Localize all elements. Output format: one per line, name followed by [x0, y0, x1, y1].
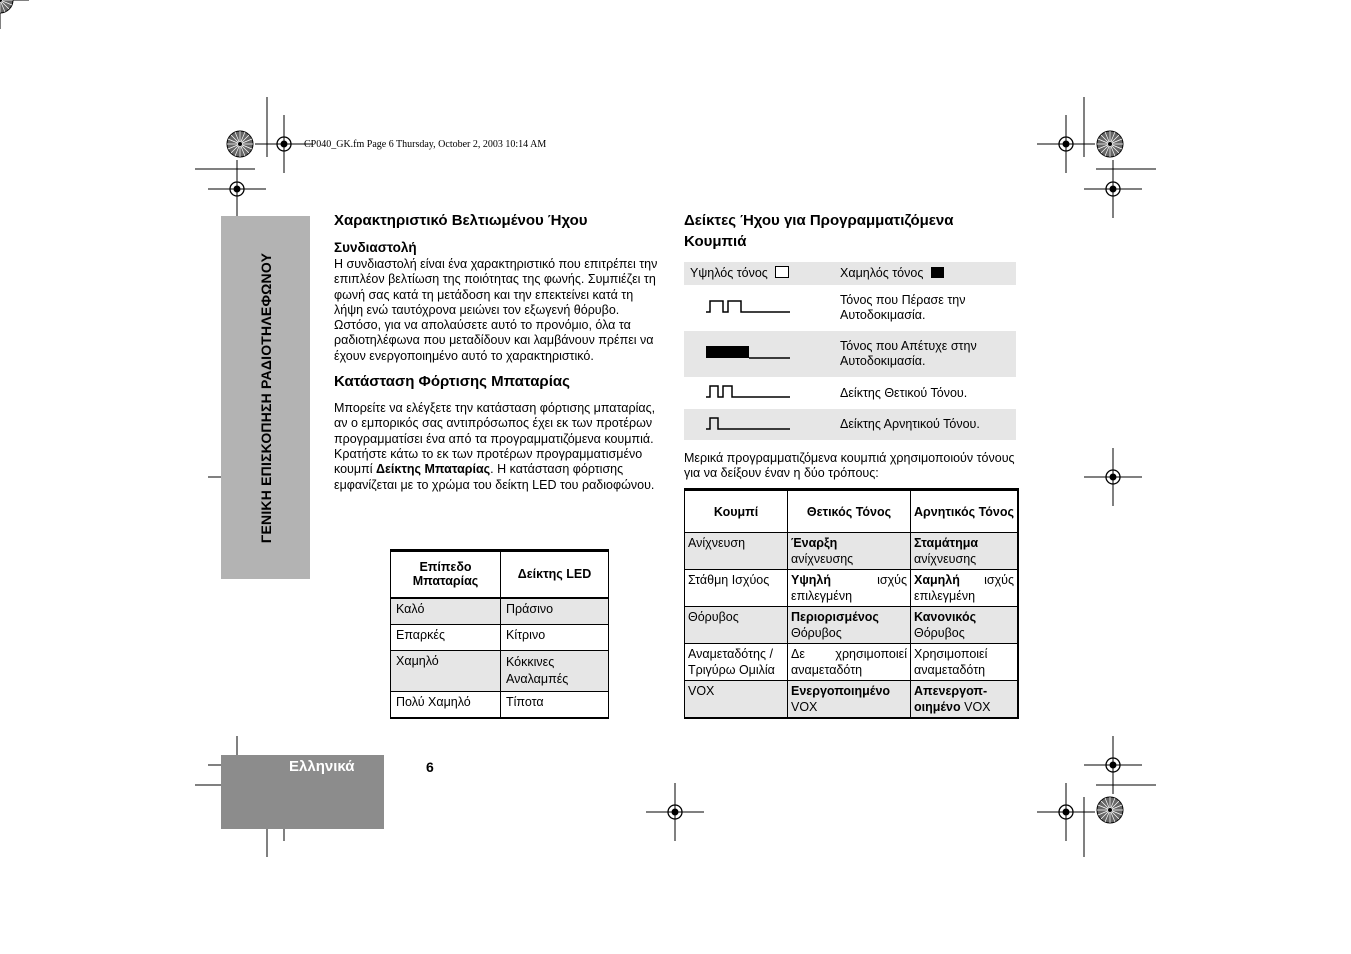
table-row: Τόνος που Πέρασε την Αυτοδοκιμασία.: [684, 285, 1016, 331]
table-row: Επαρκές Κίτρινο: [391, 624, 609, 650]
button-header: Κουμπί: [685, 490, 788, 533]
language-tab: [221, 755, 384, 829]
battery-level-header: Επίπεδο Μπαταρίας: [391, 551, 501, 598]
table-row: Δείκτης Αρνητικού Τόνου.: [684, 409, 1016, 440]
language-label: Ελληνικά: [289, 758, 355, 775]
tone-indicator-table: [684, 262, 1016, 440]
audio-indicators-title: Δείκτες Ήχου για Προγραμματιζόμενα Κουμπιά: [684, 212, 954, 250]
section-side-tab: [221, 216, 310, 579]
companding-text: Η συνδιαστολή είναι ένα χαρακτηριστικό που επιτρέπει την επιπλέον βελτίωση της ποιότητας της φωνής. Συμπιέζει τη φωνή σας κατά τη μετάδοση και την επεκτείνει κατά τη λήψη ενώ ταυτόχρονα μειώνει τον εξωγενή θόρυβο. Ωστόσο, για να απολαύσετε αυτό το προνόμιο, όλα τα ραδιοτηλέφωνα που μεταδίδουν και λαμβάνουν πρέπει να έχουν ενεργοποιημένο αυτό το χαρακτηριστικό.: [334, 257, 658, 363]
table-row: Καλό Πράσινο: [391, 598, 609, 625]
file-info-header: CP040_GK.fm Page 6 Thursday, October 2, 2003 10:14 AM: [304, 139, 547, 150]
negative-tone-header: Αρνητικός Τόνος: [911, 490, 1019, 533]
table-row: Δείκτης Θετικού Τόνου.: [684, 377, 1016, 409]
table-row: Ανίχνευση Έναρξη ανίχνευσης Σταμάτημα ανίχνευσης: [685, 533, 1019, 570]
table-row: Αναμεταδότης /Τριγύρω Ομιλία Δε χρησιμοποιεί αναμεταδότη Χρησιμοποιεί αναμεταδότη: [685, 644, 1019, 681]
table-row: VOX Ενεργοποιημένο VOX Απενεργοπ-οιημένο VOX: [685, 681, 1019, 719]
companding-heading: Συνδιαστολή: [334, 240, 417, 255]
table-row: Θόρυβος Περιορισμένος Θόρυβος Κανονικός Θόρυβος: [685, 607, 1019, 644]
button-tones-intro: Μερικά προγραμματιζόμενα κουμπιά χρησιμοποιούν τόνους για να δείξουν έναν η δύο τρόπους:: [684, 451, 1015, 481]
table-row: Τόνος που Απέτυχε στην Αυτοδοκιμασία.: [684, 331, 1016, 377]
passed-tone-icon: [690, 298, 790, 314]
right-column-title: [684, 210, 1018, 252]
failed-tone-icon: [690, 344, 790, 360]
positive-tone-icon: [690, 383, 790, 399]
led-indicator-header: Δείκτης LED: [501, 551, 609, 598]
enhanced-audio-title: Χαρακτηριστικό Βελτιωμένου Ήχου: [334, 212, 588, 229]
battery-table: [390, 549, 609, 719]
button-tones-table: [684, 488, 1019, 719]
table-row: Στάθμη Ισχύος Υψηλή ισχύς επιλεγμένη Χαμηλή ισχύς επιλεγμένη: [685, 570, 1019, 607]
high-tone-icon: [775, 266, 789, 278]
left-column: [334, 210, 664, 493]
battery-indicator-button-name: Δείκτης Μπαταρίας: [375, 462, 491, 477]
battery-heading: Κατάσταση Φόρτισης Μπαταρίας: [334, 373, 570, 391]
battery-text: Μπορείτε να ελέγξετε την κατάσταση φόρτισης μπαταρίας, αν ο εμπορικός σας αντιπρόσωπος έχει εκ των προτέρων προγραμματίσει ένα από τα προγραμματιζόμενα κουμπιά. Κρατήστε κάτω το εκ των προτέρων προγραμματισμένο κουμπί Δείκτης Μπαταρίας. Η κατάσταση φόρτισης εμφανίζεται με το χρώμα του δείκτη LED του ραδιοφώνου.: [334, 401, 656, 492]
page-number: 6: [426, 759, 434, 775]
table-row: Υψηλός τόνος Χαμηλός τόνος: [684, 262, 1016, 285]
table-row: Πολύ Χαμηλό Τίποτα: [391, 691, 609, 718]
table-row: Χαμηλό Κόκκινες Αναλαμπές: [391, 650, 609, 691]
side-tab-label: ΓΕΝΙΚΗ ΕΠΙΣΚΟΠΗΣΗ ΡΑΔΙΟΤΗΛΕΦΩΝΟΥ: [257, 252, 274, 543]
low-tone-icon: [931, 267, 944, 278]
negative-tone-icon: [690, 415, 790, 431]
positive-tone-header: Θετικός Τόνος: [788, 490, 911, 533]
